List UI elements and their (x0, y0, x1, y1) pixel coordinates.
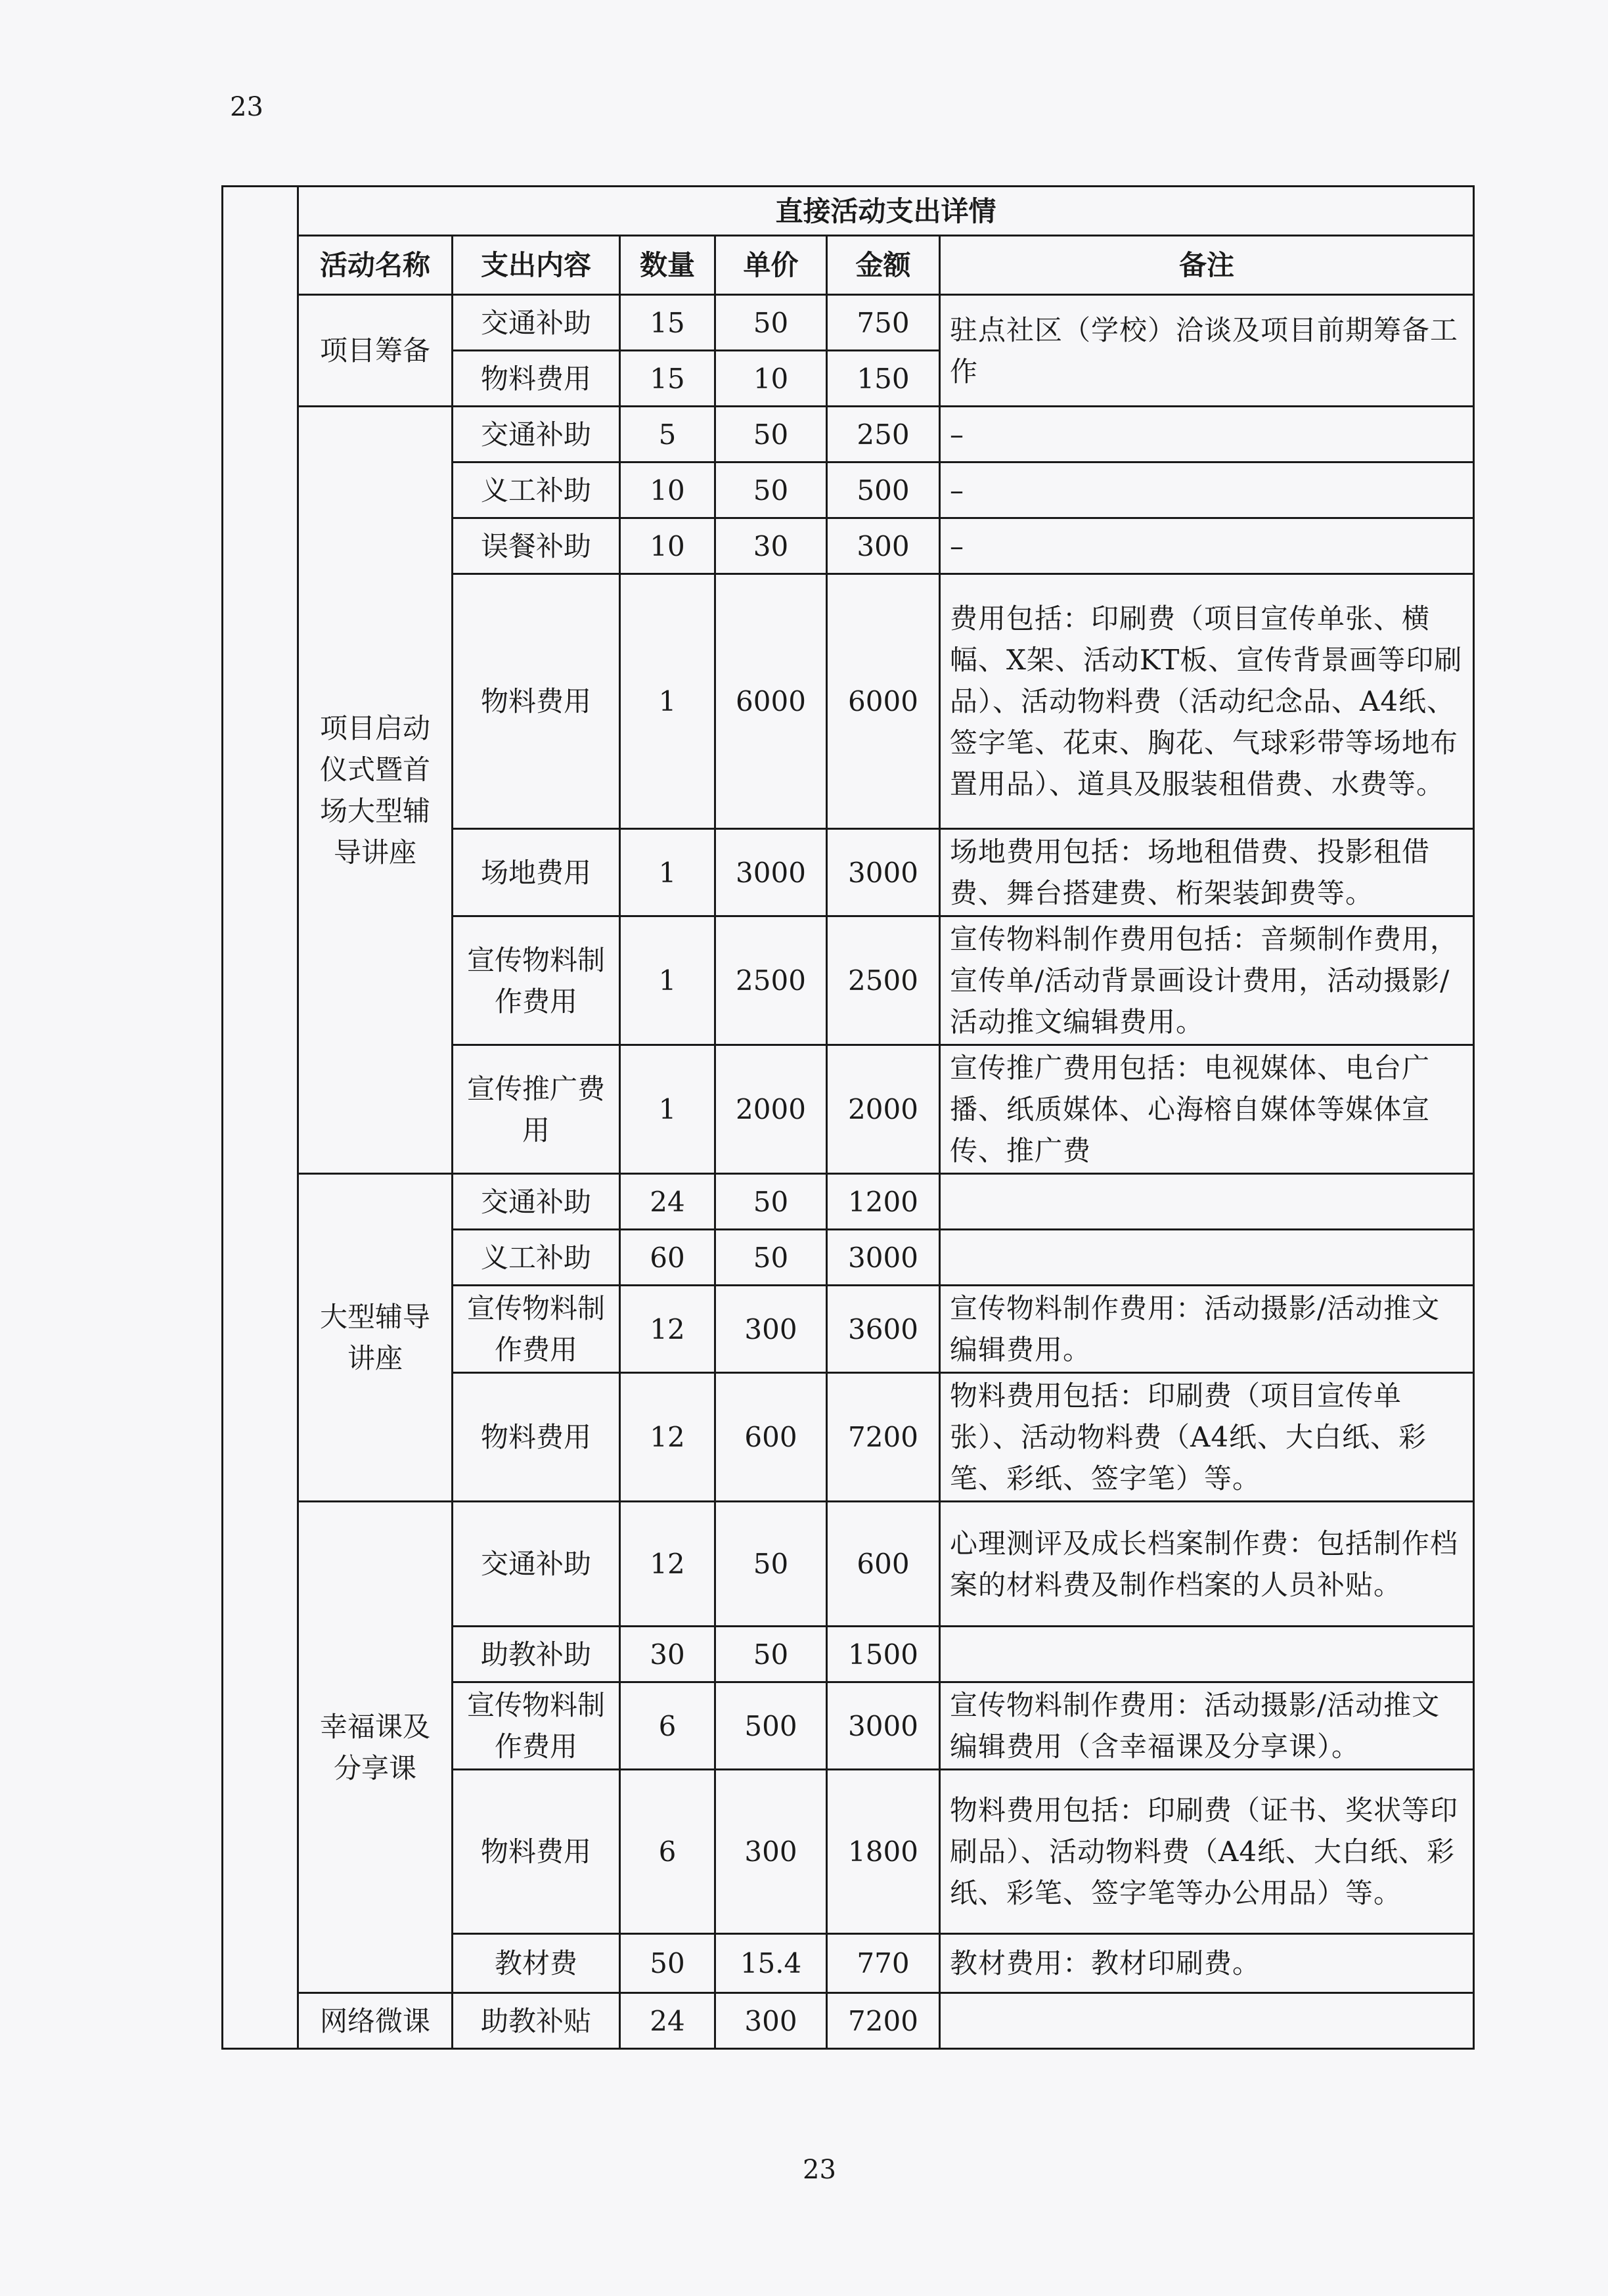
amount-cell: 300 (827, 518, 940, 574)
qty-cell: 15 (620, 351, 715, 407)
price-cell: 500 (715, 1682, 827, 1770)
qty-cell: 15 (620, 295, 715, 351)
amount-cell: 2000 (827, 1045, 940, 1174)
qty-cell: 6 (620, 1682, 715, 1770)
qty-cell: 5 (620, 407, 715, 462)
amount-cell: 3000 (827, 829, 940, 916)
item-cell: 助教补助 (453, 1627, 620, 1682)
price-cell: 2000 (715, 1045, 827, 1174)
item-cell: 交通补助 (453, 1502, 620, 1627)
amount-cell: 600 (827, 1502, 940, 1627)
price-cell: 50 (715, 1502, 827, 1627)
qty-cell: 24 (620, 1993, 715, 2049)
note-cell: 宣传物料制作费用：活动摄影/活动推文编辑费用（含幸福课及分享课）。 (940, 1682, 1474, 1770)
qty-cell: 60 (620, 1230, 715, 1286)
table-row (223, 1993, 1474, 2049)
note-cell: 物料费用包括：印刷费（证书、奖状等印刷品）、活动物料费（A4纸、大白纸、彩纸、彩笔、签字笔等办公用品）等。 (940, 1770, 1474, 1934)
table-row (223, 1174, 1474, 1230)
expense-table (221, 185, 1475, 2050)
qty-cell: 1 (620, 829, 715, 916)
amount-cell: 3000 (827, 1230, 940, 1286)
amount-cell: 2500 (827, 916, 940, 1045)
activity-name: 项目筹备 (298, 295, 453, 407)
price-cell: 50 (715, 407, 827, 462)
qty-cell: 50 (620, 1934, 715, 1993)
header-note: 备注 (940, 236, 1474, 295)
note-cell (940, 1230, 1474, 1286)
qty-cell: 6 (620, 1770, 715, 1934)
amount-cell: 7200 (827, 1373, 940, 1502)
amount-cell: 500 (827, 462, 940, 518)
header-price: 单价 (715, 236, 827, 295)
item-cell: 场地费用 (453, 829, 620, 916)
qty-cell: 24 (620, 1174, 715, 1230)
note-cell: 教材费用：教材印刷费。 (940, 1934, 1474, 1993)
amount-cell: 750 (827, 295, 940, 351)
qty-cell: 30 (620, 1627, 715, 1682)
note-cell (940, 1174, 1474, 1230)
qty-cell: 12 (620, 1286, 715, 1373)
amount-cell: 7200 (827, 1993, 940, 2049)
price-cell: 50 (715, 462, 827, 518)
header-activity: 活动名称 (298, 236, 453, 295)
item-cell: 交通补助 (453, 1174, 620, 1230)
price-cell: 6000 (715, 574, 827, 829)
activity-name: 幸福课及分享课 (298, 1502, 453, 1993)
item-cell: 教材费 (453, 1934, 620, 1993)
table-row (223, 1502, 1474, 1627)
price-cell: 50 (715, 295, 827, 351)
price-cell: 50 (715, 1627, 827, 1682)
note-cell: 宣传推广费用包括：电视媒体、电台广播、纸质媒体、心海榕自媒体等媒体宣传、推广费 (940, 1045, 1474, 1174)
note-cell: 物料费用包括：印刷费（项目宣传单张）、活动物料费（A4纸、大白纸、彩笔、彩纸、签字笔）等。 (940, 1373, 1474, 1502)
note-cell: – (940, 407, 1474, 462)
amount-cell: 1200 (827, 1174, 940, 1230)
item-cell: 物料费用 (453, 351, 620, 407)
qty-cell: 12 (620, 1373, 715, 1502)
price-cell: 300 (715, 1770, 827, 1934)
amount-cell: 1500 (827, 1627, 940, 1682)
qty-cell: 10 (620, 518, 715, 574)
note-cell: 心理测评及成长档案制作费：包括制作档案的材料费及制作档案的人员补贴。 (940, 1502, 1474, 1627)
qty-cell: 10 (620, 462, 715, 518)
note-cell: 场地费用包括：场地租借费、投影租借费、舞台搭建费、桁架装卸费等。 (940, 829, 1474, 916)
price-cell: 15.4 (715, 1934, 827, 1993)
amount-cell: 1800 (827, 1770, 940, 1934)
item-cell: 物料费用 (453, 1373, 620, 1502)
header-row (223, 236, 1474, 295)
item-cell: 宣传物料制作费用 (453, 916, 620, 1045)
item-cell: 义工补助 (453, 462, 620, 518)
item-cell: 助教补贴 (453, 1993, 620, 2049)
price-cell: 300 (715, 1993, 827, 2049)
qty-cell: 1 (620, 574, 715, 829)
amount-cell: 770 (827, 1934, 940, 1993)
note-cell: 宣传物料制作费用：活动摄影/活动推文编辑费用。 (940, 1286, 1474, 1373)
note-cell: – (940, 462, 1474, 518)
qty-cell: 1 (620, 916, 715, 1045)
qty-cell: 1 (620, 1045, 715, 1174)
amount-cell: 3600 (827, 1286, 940, 1373)
note-cell: 费用包括：印刷费（项目宣传单张、横幅、X架、活动KT板、宣传背景画等印刷品）、活动物料费（活动纪念品、A4纸、签字笔、花束、胸花、气球彩带等场地布置用品）、道具及服装租借费、水费等。 (940, 574, 1474, 829)
price-cell: 300 (715, 1286, 827, 1373)
price-cell: 3000 (715, 829, 827, 916)
price-cell: 30 (715, 518, 827, 574)
note-cell: 驻点社区（学校）洽谈及项目前期筹备工作 (940, 295, 1474, 407)
note-cell (940, 1993, 1474, 2049)
amount-cell: 3000 (827, 1682, 940, 1770)
item-cell: 物料费用 (453, 574, 620, 829)
item-cell: 物料费用 (453, 1770, 620, 1934)
header-qty: 数量 (620, 236, 715, 295)
page-number-top: 23 (230, 92, 263, 122)
table-row (223, 295, 1474, 351)
note-cell (940, 1627, 1474, 1682)
activity-name: 项目启动仪式暨首场大型辅导讲座 (298, 407, 453, 1174)
item-cell: 义工补助 (453, 1230, 620, 1286)
item-cell: 交通补助 (453, 407, 620, 462)
activity-name: 网络微课 (298, 1993, 453, 2049)
item-cell: 宣传物料制作费用 (453, 1682, 620, 1770)
amount-cell: 250 (827, 407, 940, 462)
price-cell: 50 (715, 1230, 827, 1286)
item-cell: 宣传物料制作费用 (453, 1286, 620, 1373)
amount-cell: 6000 (827, 574, 940, 829)
qty-cell: 12 (620, 1502, 715, 1627)
item-cell: 交通补助 (453, 295, 620, 351)
header-item: 支出内容 (453, 236, 620, 295)
price-cell: 50 (715, 1174, 827, 1230)
item-cell: 误餐补助 (453, 518, 620, 574)
price-cell: 2500 (715, 916, 827, 1045)
price-cell: 10 (715, 351, 827, 407)
table-title: 直接活动支出详情 (298, 187, 1474, 236)
note-cell: 宣传物料制作费用包括：音频制作费用，宣传单/活动背景画设计费用，活动摄影/活动推文编辑费用。 (940, 916, 1474, 1045)
price-cell: 600 (715, 1373, 827, 1502)
amount-cell: 150 (827, 351, 940, 407)
activity-name: 大型辅导讲座 (298, 1174, 453, 1502)
table-row (223, 407, 1474, 462)
page-number-bottom: 23 (803, 2155, 836, 2185)
left-blank-column (223, 187, 298, 2049)
header-amount: 金额 (827, 236, 940, 295)
item-cell: 宣传推广费用 (453, 1045, 620, 1174)
note-cell: – (940, 518, 1474, 574)
